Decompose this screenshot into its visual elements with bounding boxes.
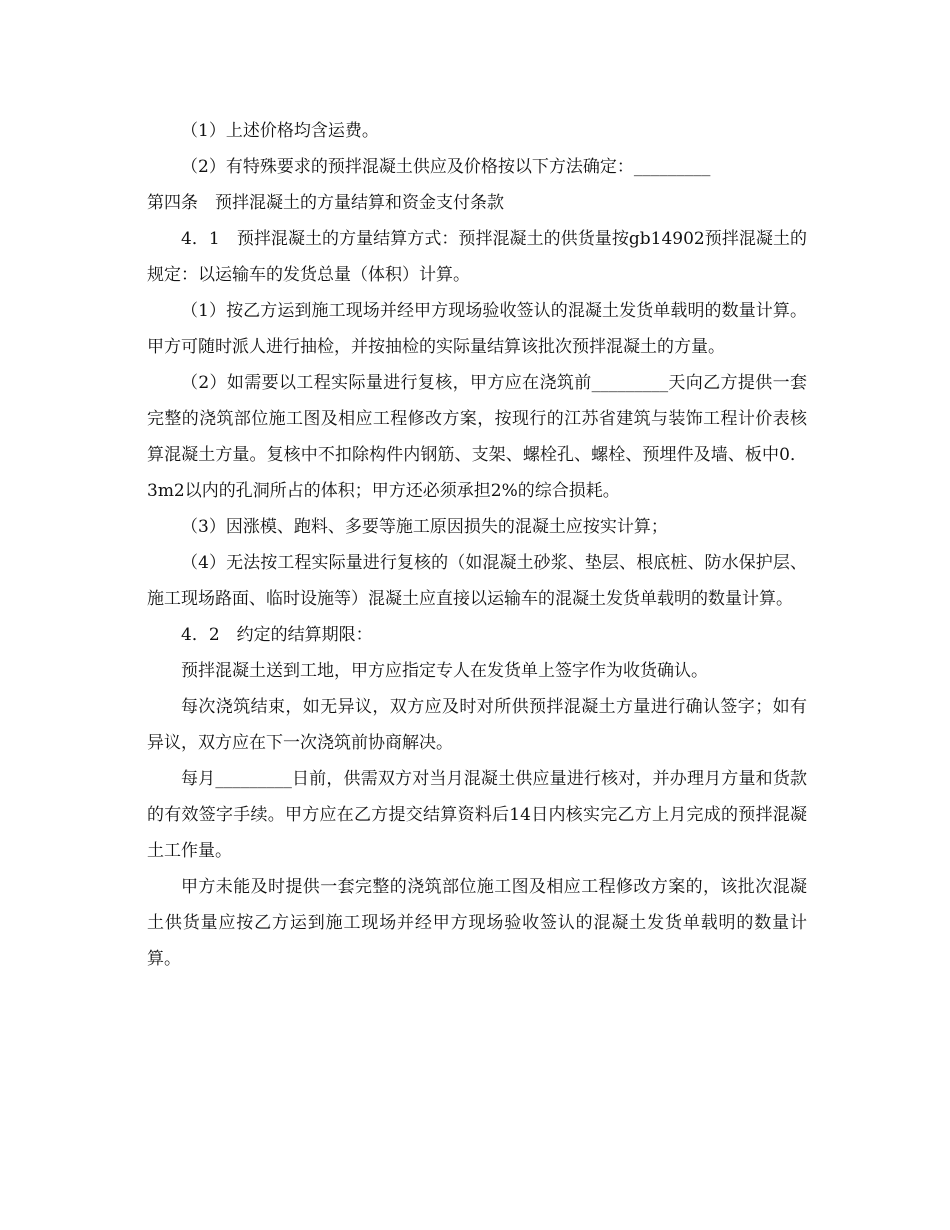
section-settlement-period-heading: 4．2 约定的结算期限： (181, 625, 373, 645)
paragraph-monthly-reconciliation: 每月_________日前，供需双方对当月混凝土供应量进行核对，并办理月方量和货款的有效签字手续。甲方应在乙方提交结算资料后14日内核实完乙方上月完成的预拌混凝土工作量。 (147, 769, 807, 861)
paragraph-receipt-confirmation: 预拌混凝土送到工地，甲方应指定专人在发货单上签字作为收货确认。 (181, 661, 708, 681)
paragraph-delivery-note-quantity: （1）按乙方运到施工现场并经甲方现场验收签认的混凝土发货单载明的数量计算。甲方可随时派人进行抽检，并按抽检的实际量结算该批次预拌混凝土的方量。 (147, 301, 807, 357)
paragraph-non-reviewable-quantity: （4）无法按工程实际量进行复核的（如混凝土砂浆、垫层、根底桩、防水保护层、施工现场路面、临时设施等）混凝土应直接以运输车的混凝土发货单载明的数量计算。 (147, 553, 807, 609)
article-four-heading: 第四条 预拌混凝土的方量结算和资金支付条款 (147, 193, 504, 213)
paragraph-pour-confirmation: 每次浇筑结束，如无异议，双方应及时对所供预拌混凝土方量进行确认签字；如有异议，双方应在下一次浇筑前协商解决。 (147, 697, 807, 753)
document-body (147, 113, 807, 977)
paragraph-settlement-method: 4．1 预拌混凝土的方量结算方式：预拌混凝土的供货量按gb14902预拌混凝土的规定：以运输车的发货总量（体积）计算。 (147, 229, 807, 285)
paragraph-construction-loss: （3）因涨模、跑料、多要等施工原因损失的混凝土应按实计算； (181, 517, 668, 537)
paragraph-special-requirements: （2）有特殊要求的预拌混凝土供应及价格按以下方法确定：_________ (181, 157, 711, 177)
paragraph-missing-drawings: 甲方未能及时提供一套完整的浇筑部位施工图及相应工程修改方案的，该批次混凝土供货量应按乙方运到施工现场并经甲方现场验收签认的混凝土发货单载明的数量计算。 (147, 877, 807, 969)
paragraph-actual-quantity-review: （2）如需要以工程实际量进行复核，甲方应在浇筑前_________天向乙方提供一套完整的浇筑部位施工图及相应工程修改方案，按现行的江苏省建筑与装饰工程计价表核算混凝土方量。复核中不扣除构件内钢筋、支架、螺栓孔、螺栓、预埋件及墙、板中0．3m2以内的孔洞所占的体积；甲方还必须承担2%的综合损耗。 (147, 373, 807, 501)
paragraph-price-includes-freight: （1）上述价格均含运费。 (181, 121, 379, 141)
